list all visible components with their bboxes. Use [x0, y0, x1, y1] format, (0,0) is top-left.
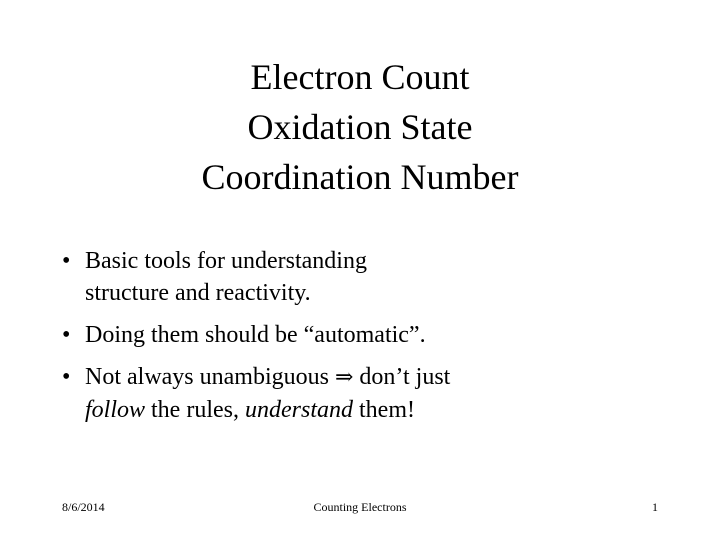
emphasis-follow: follow: [85, 397, 146, 423]
bullet-3-text-post: don’t just: [353, 364, 451, 390]
footer-title: Counting Electrons: [313, 500, 407, 514]
footer-page-number: 1: [652, 500, 658, 514]
slide-title: [0, 52, 720, 202]
bullet-marker: •: [62, 248, 71, 274]
bullet-3-text-pre: Not always unambiguous: [85, 364, 335, 390]
bullet-marker: •: [62, 322, 71, 348]
bullet-1-line-2: structure and reactivity.: [85, 280, 311, 306]
bullet-1-line-1: Basic tools for understanding: [85, 248, 367, 274]
title-line-2: Oxidation State: [247, 107, 473, 147]
bullet-3-line-1: [85, 361, 682, 394]
bullet-item-2: [62, 319, 682, 351]
bullet-2-line-1: Doing them should be “automatic”.: [85, 322, 426, 348]
bullet-3-line-2: [85, 394, 682, 426]
bullet-marker: •: [62, 364, 71, 390]
bullet-3-text-end: them!: [353, 397, 415, 423]
bullet-item-1: [62, 245, 682, 309]
title-line-3: Coordination Number: [201, 157, 519, 197]
bullet-item-3: [62, 361, 682, 426]
bullet-3-text-mid: the rules,: [145, 397, 245, 423]
bullet-list: [62, 245, 682, 436]
implies-arrow-icon: ⇒: [334, 365, 354, 390]
title-line-1: Electron Count: [250, 57, 470, 97]
footer-date: 8/6/2014: [62, 500, 105, 514]
emphasis-understand: understand: [245, 397, 353, 423]
